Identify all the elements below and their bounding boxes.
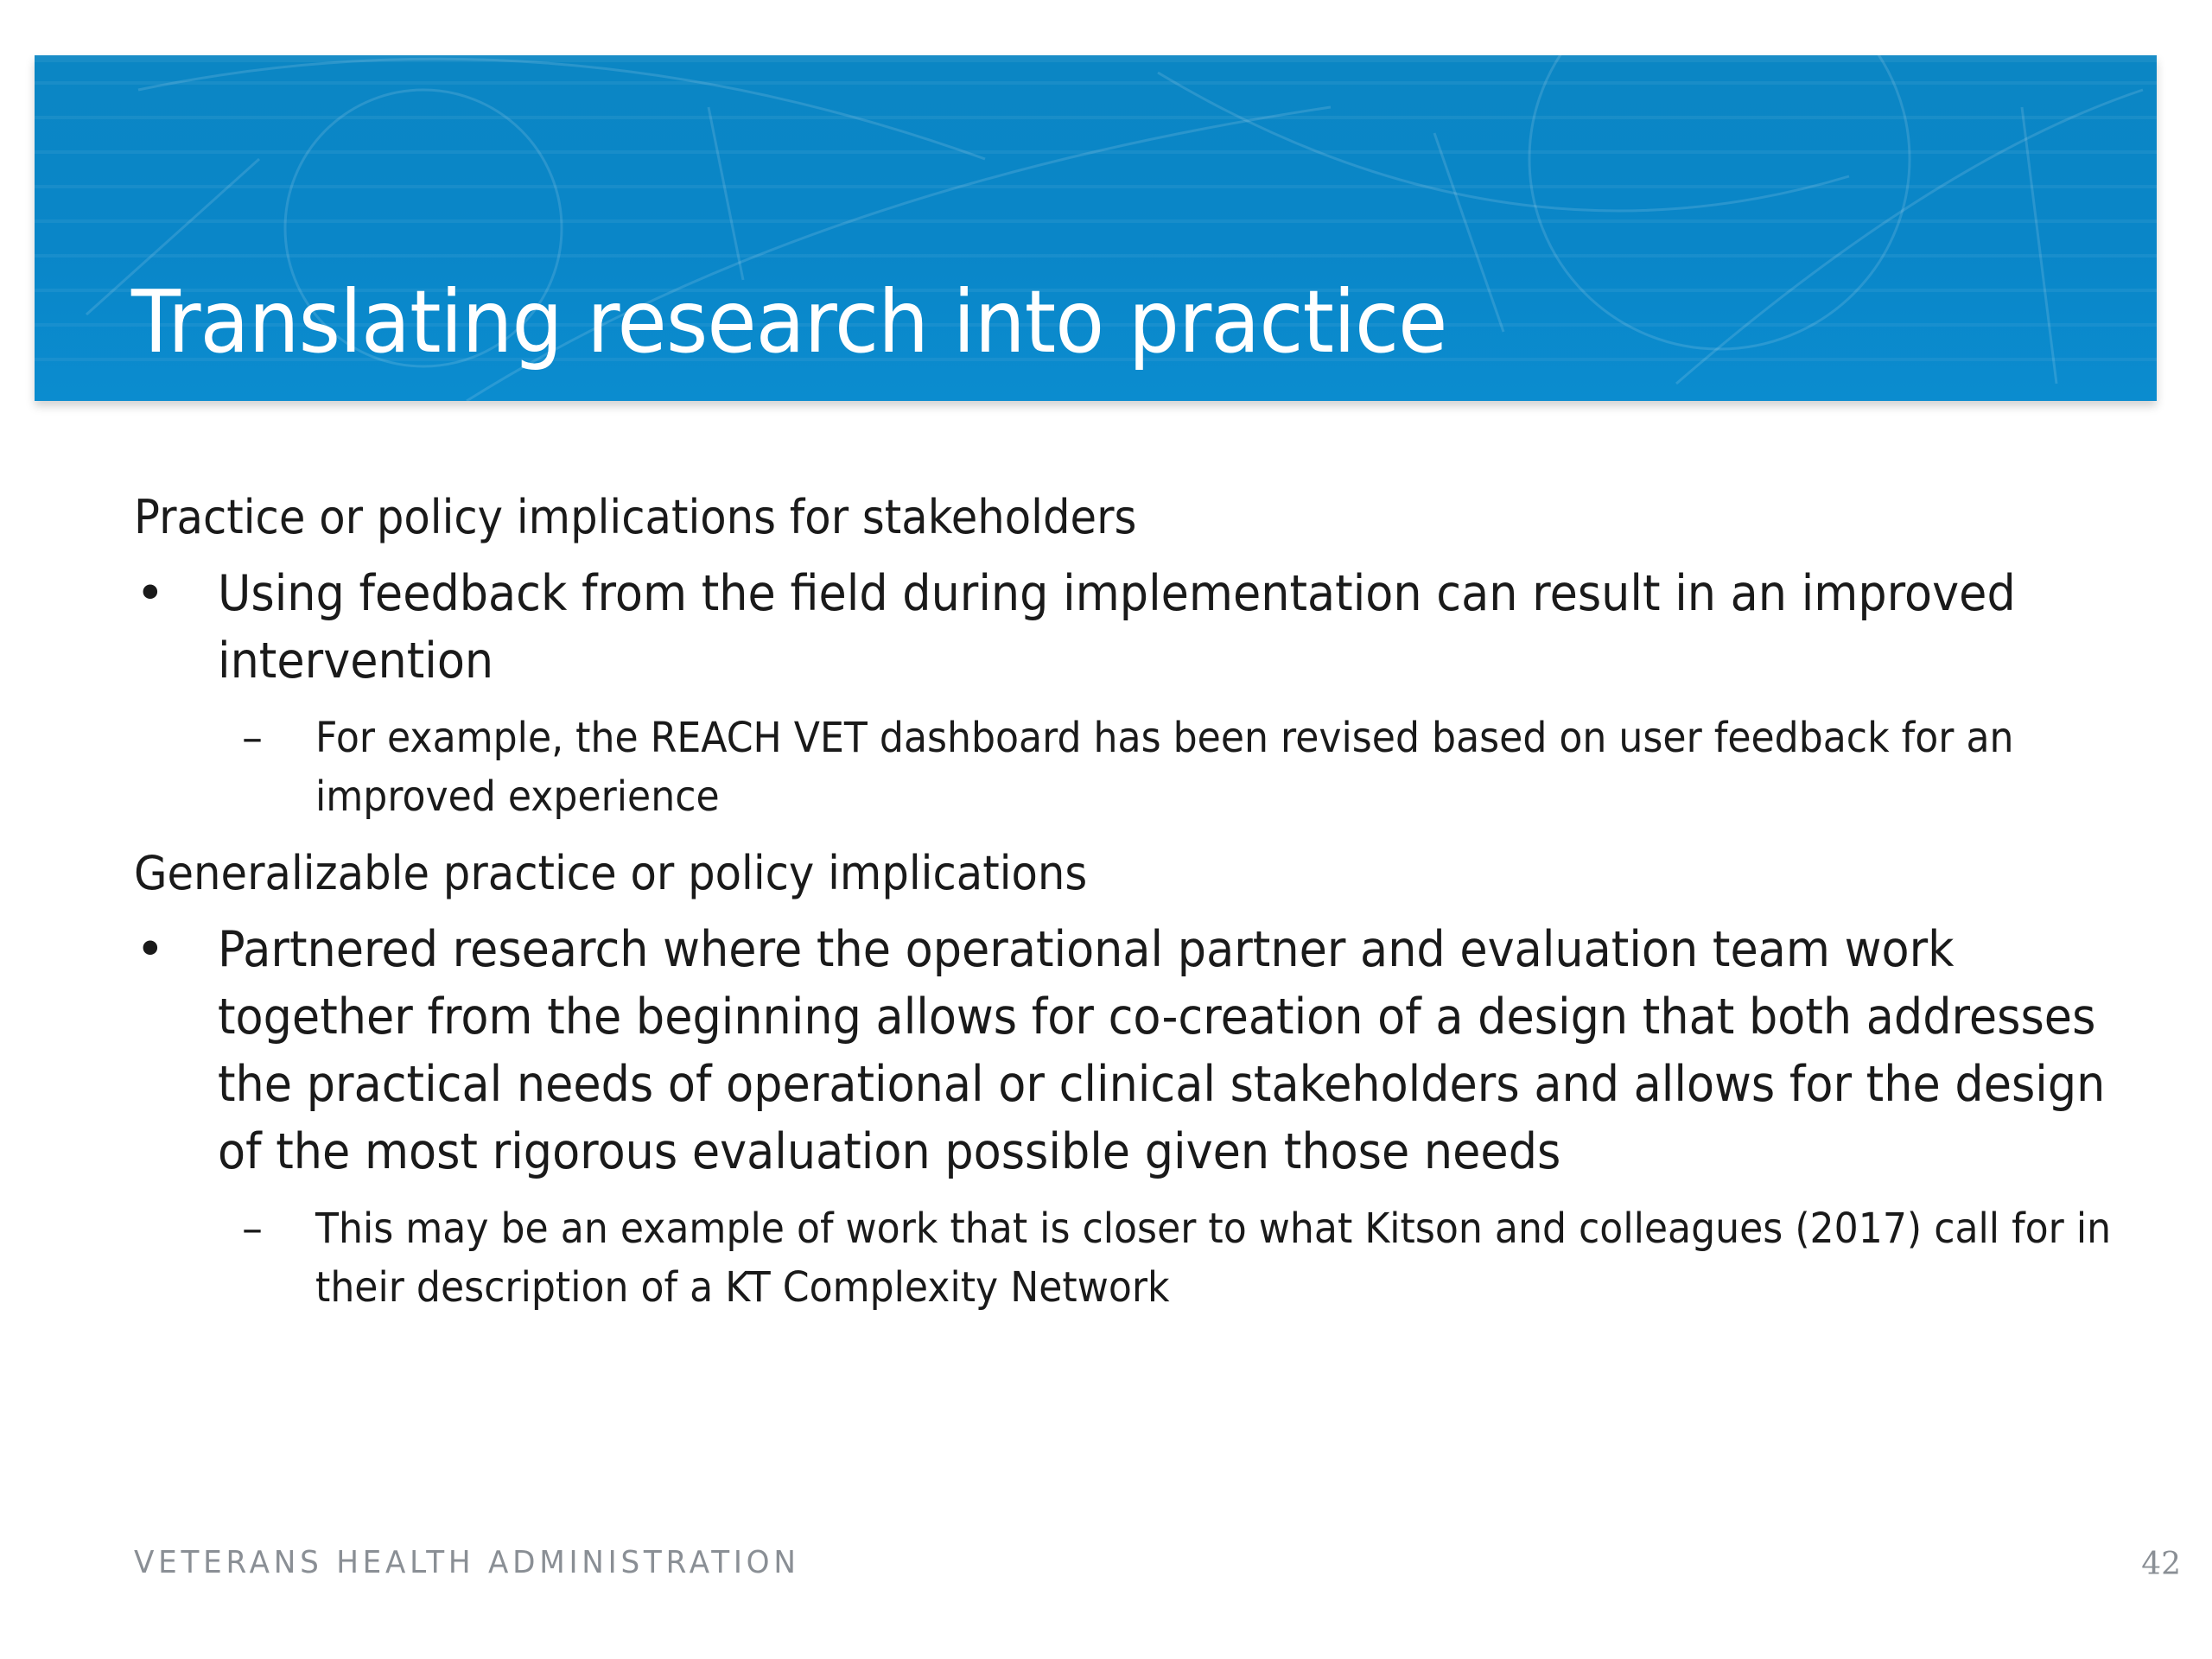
sub-bullet-marker: – <box>242 1205 263 1253</box>
footer-organization: VETERANS HEALTH ADMINISTRATION <box>134 1545 800 1580</box>
section-heading-generalizable: Generalizable practice or policy implications <box>134 846 1088 900</box>
sub-bullet-item-dashboard <box>134 709 2113 826</box>
sub-bullet-text: This may be an example of work that is closer to what Kitson and colleagues (2017) call for in their description of a KT Complexity Network <box>315 1205 2112 1312</box>
sub-bullet-text: For example, the REACH VET dashboard has been revised based on user feedback for an improved experience <box>315 714 2014 821</box>
page-number: 42 <box>2141 1547 2181 1582</box>
bullet-marker: • <box>136 921 165 978</box>
bullet-marker: • <box>136 565 165 622</box>
section-heading-stakeholders: Practice or policy implications for stakeholders <box>134 490 1137 544</box>
sub-bullet-marker: – <box>242 714 263 762</box>
bullet-text: Using feedback from the field during implementation can result in an improved intervention <box>218 565 2016 690</box>
bullet-text: Partnered research where the operational partner and evaluation team work together from the beginning allows for co-creation of a design that both addresses the practical needs of operational or clinical stakeholders and allows for the design of the most rigorous evaluation possible given those needs <box>218 921 2106 1180</box>
sub-bullet-item-kitson <box>134 1199 2113 1317</box>
slide-title: Translating research into practice <box>131 271 1447 372</box>
bullet-item-partnered-research <box>134 916 2113 1185</box>
title-banner <box>35 55 2157 401</box>
bullet-item-feedback <box>134 560 2113 695</box>
slide-body <box>134 484 2113 1331</box>
